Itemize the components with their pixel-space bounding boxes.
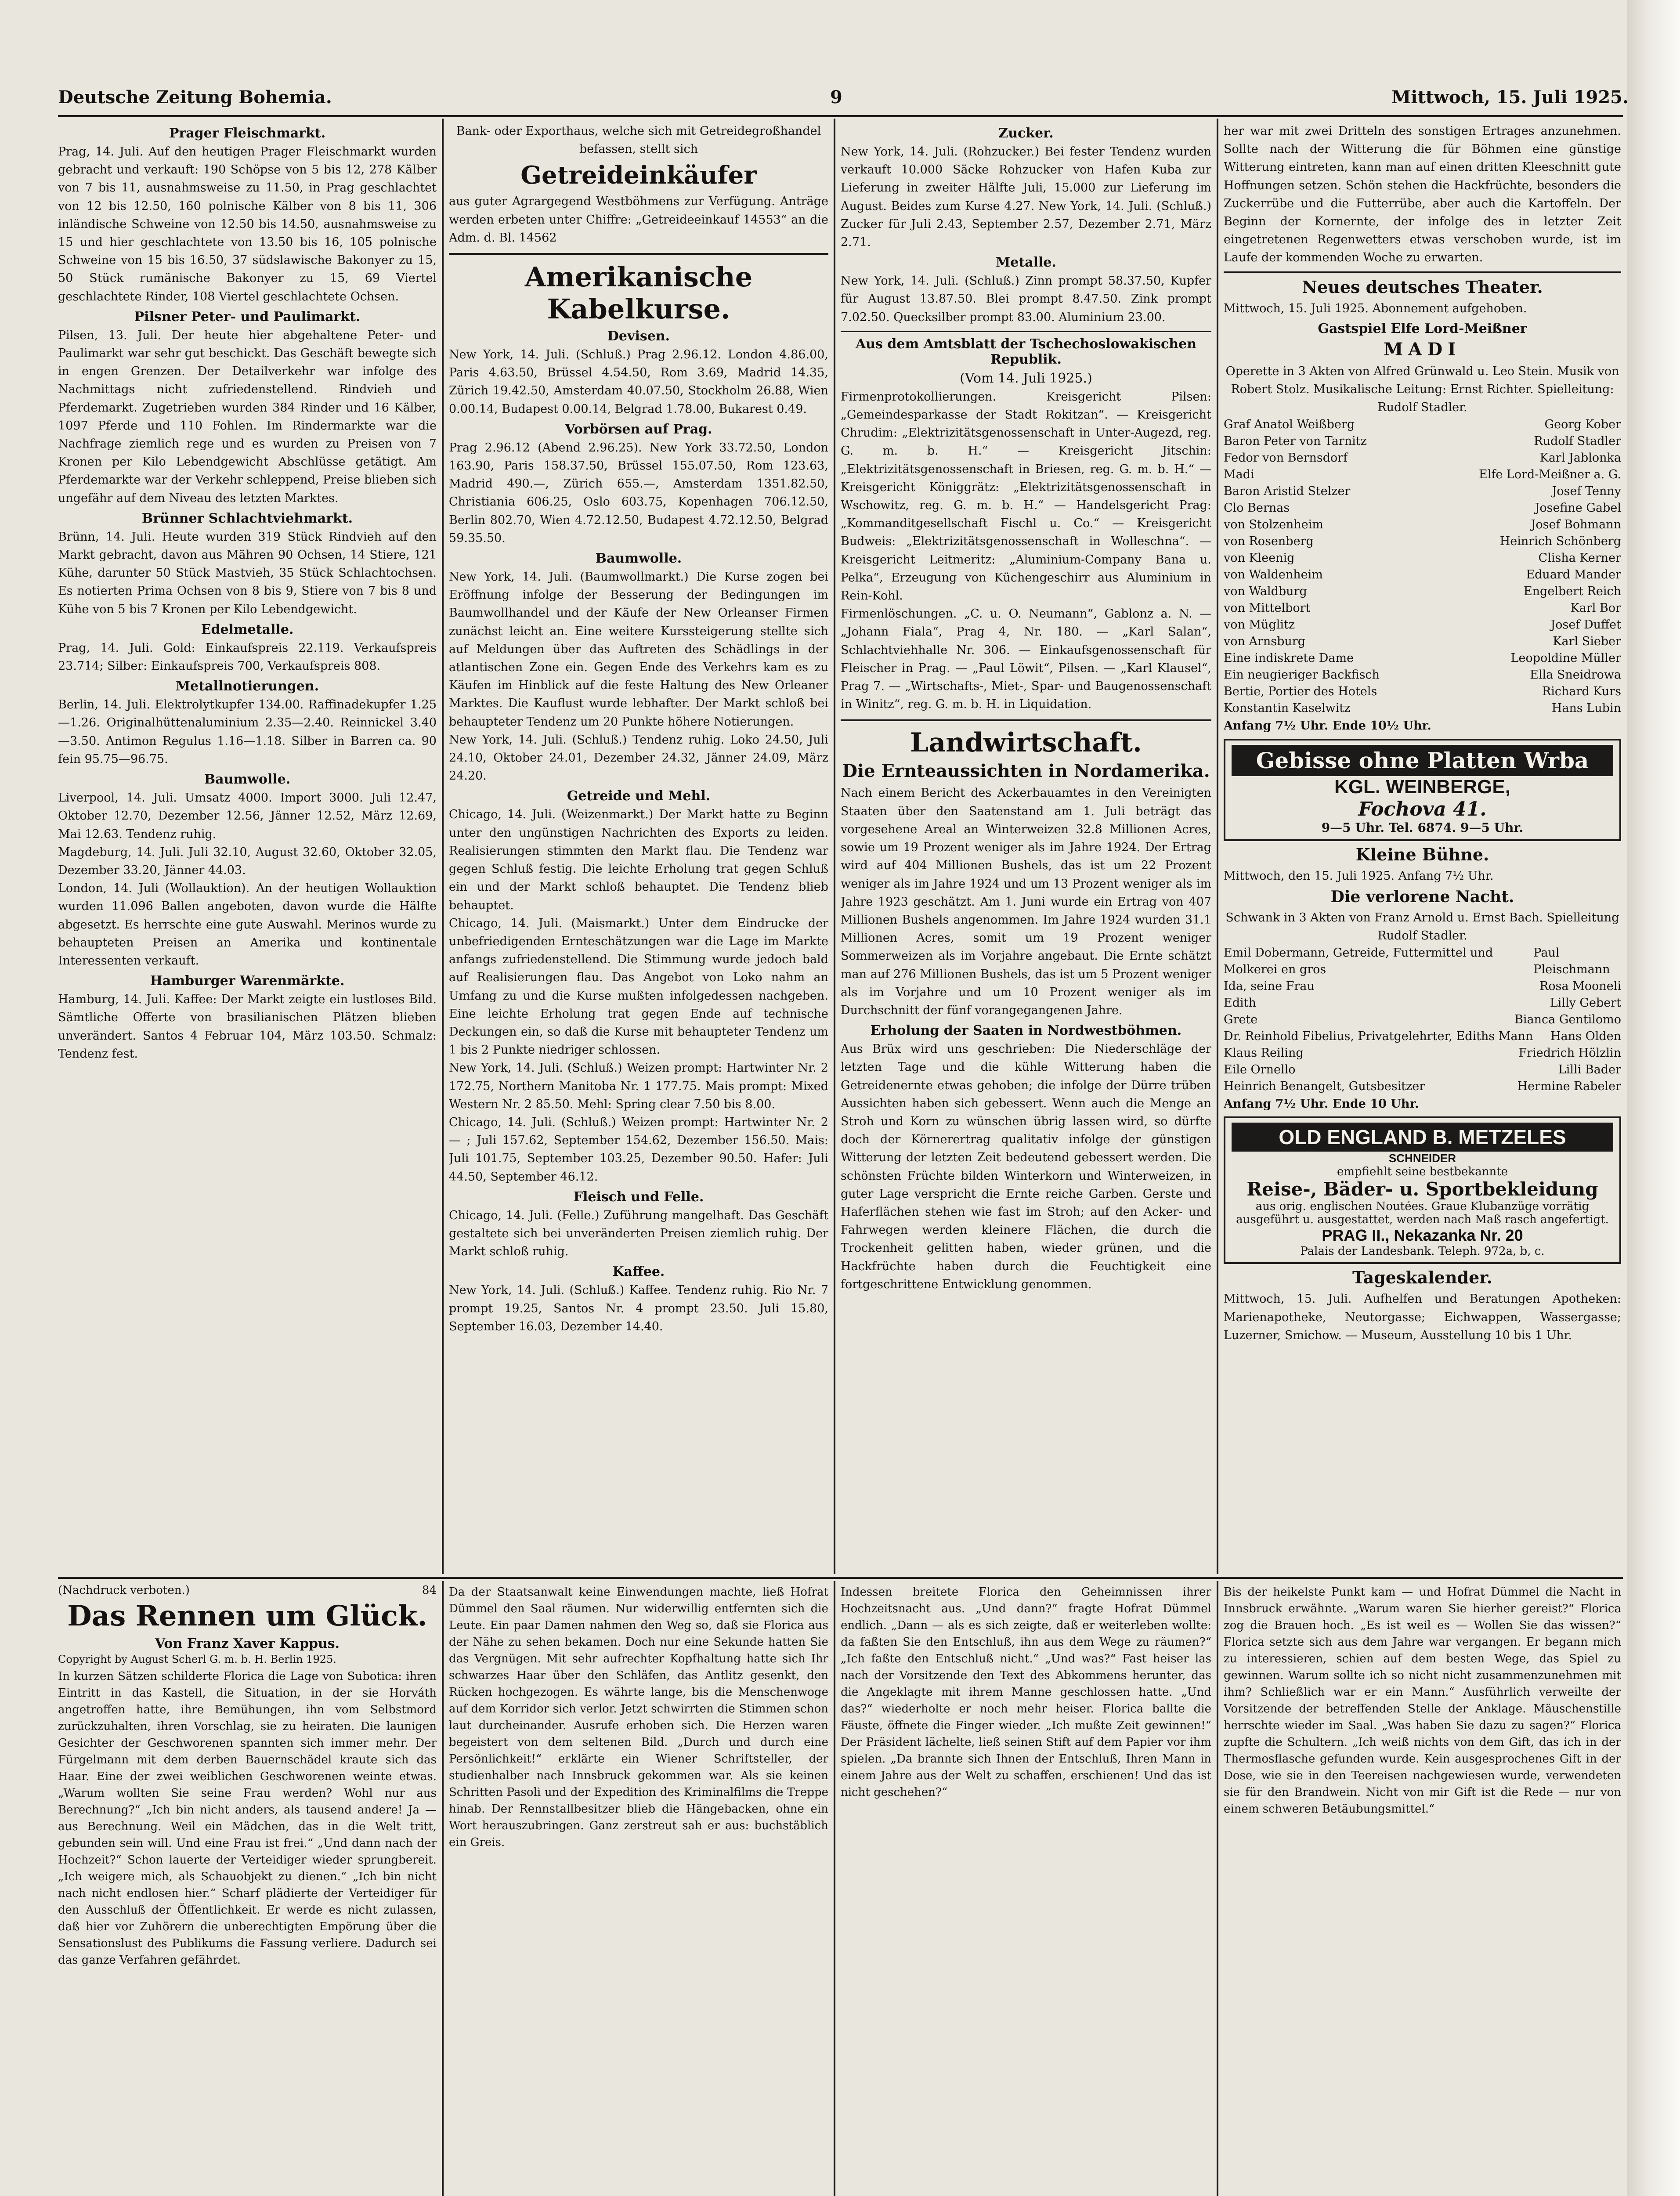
theater-description: Operette in 3 Akten von Alfred Grünwald u. Leo Stein. Musik von Robert Stolz. Musikalische Leitung: Ernst Richter. Spielleitung: Rudolf Stadler. xyxy=(1225,364,1619,415)
cast-actor: Josef Bohmann xyxy=(1531,518,1621,532)
cast-row xyxy=(1224,550,1621,567)
page-number: 9 xyxy=(830,87,842,108)
column-rule-2 xyxy=(834,119,835,1574)
cast-row xyxy=(1224,466,1621,483)
devisen-title: Devisen. xyxy=(607,329,670,344)
wrba-headline: Gebisse ohne Platten Wrba xyxy=(1232,745,1613,776)
prague-preliminary-text: Prag 2.96.12 (Abend 2.96.25). New York 33.72.50, London 163.90, Paris 158.37.50, Brüssel 155.07.50, Rom 123.63, Madrid 490.—, Zürich 655.—, Amsterdam 1351.82.50, Christiania 606.25, Oslo 603.75, Kopenhagen 706.12.50, Berlin 802.70, Wien 4.72.12.50, Budapest 4.72.12.50, Belgrad 59.35.50. xyxy=(449,441,828,545)
cast-row xyxy=(1224,583,1621,600)
cast-role: Dr. Reinhold Fibelius, Privatgelehrter, Ediths Mann xyxy=(1224,1029,1533,1044)
section-rule xyxy=(841,719,1211,721)
us-metals-text: New York, 14. Juli. (Schluß.) Zinn prompt 58.37.50, Kupfer für August 13.87.50. Blei prompt 8.47.50. Zink prompt 7.02.50. Quecksilber prompt 83.00. Aluminium 23.00. xyxy=(841,274,1211,324)
cast-actor: Josefine Gabel xyxy=(1535,501,1621,515)
cast-role: Ida, seine Frau xyxy=(1224,979,1315,993)
serial-author: Von Franz Xaver Kappus. xyxy=(155,1636,340,1651)
grain-flour-title: Getreide und Mehl. xyxy=(567,788,711,804)
column-rule-1 xyxy=(442,119,444,1574)
cast-actor: Hans Olden xyxy=(1550,1029,1621,1044)
firm-deletions-text: Firmenlöschungen. „C. u. O. Neumann“, Gablonz a. N. — „Johann Fiala“, Prag 4, Nr. 180. — „Karl Salan“, Schlachtviehhalle Nr. 306. — Einkaufsgenossenschaft für Fleischer in Prag. — „Paul Löwit“, Pilsen. — „Karl Klausel“, Prag 7. — „Wirtschafts-, Miet-, Spar- und Baugenossenschaft in Winitz“, reg. G. m. b. H. in Liquidation. xyxy=(841,607,1211,712)
us-cotton-text: New York, 14. Juli. (Baumwollmarkt.) Die Kurse zogen bei Eröffnung infolge der Besserung der Bedingungen im Baumwollhandel und der Käufe der New Orleanser Firmen zunächst leicht an. Eine weitere Kurssteigerung stellte sich auf Meldungen über das Auftreten des Schädlings in der atlantischen Zone ein. Gegen Ende des Verkehrs kam es zu Käufen im Hinblick auf die feste Haltung des New Orleaner Marktes. Die Kauflust wurde lebhafter. Der Markt schloß bei behaupteter Tendenz um 20 Punkte höhere Notierungen. xyxy=(449,570,828,729)
cast-row xyxy=(1224,633,1621,650)
cast-row xyxy=(1224,483,1621,500)
cast-actor: Karl Bor xyxy=(1570,601,1621,615)
cast-role: von Kleenig xyxy=(1224,551,1295,565)
cast-actor: Georg Kober xyxy=(1544,418,1621,432)
pilsen-market-title: Pilsner Peter- und Paulimarkt. xyxy=(134,309,361,325)
chicago-corn-text: Chicago, 14. Juli. (Maismarkt.) Unter dem Eindrucke der unbefriedigenden Ernteschätzungen war die Lage im Markte anfangs zufriedenstellend. Die Stimmung wurde jedoch bald auf Realisierungen flau. Das Angebot von Loko nahm an Umfang zu und die Kurse mußten infolgedessen nachgeben. Eine leichte Erholung trat gegen Ende auf technische Deckungen ein, so daß die Kurse mit behaupteter Tendenz um 1 bis 2 Punkte niedriger schlossen. xyxy=(449,916,828,1057)
cast-role: von Müglitz xyxy=(1224,618,1295,632)
feuilleton-rule xyxy=(58,1577,1623,1579)
small-stage-play: Die verlorene Nacht. xyxy=(1330,887,1514,906)
cast-actor: Josef Tenny xyxy=(1552,484,1621,498)
cast-row xyxy=(1224,416,1621,433)
old-england-address-2: Palais der Landesbank. Teleph. 972a, b, c. xyxy=(1300,1245,1545,1258)
magdeburg-text: Magdeburg, 14. Juli. Juli 32.10, August 32.60, Oktober 32.05, Dezember 33.20, Jänner 44.03. xyxy=(58,845,437,877)
section-rule xyxy=(1224,271,1621,273)
cast-actor: Hans Lubin xyxy=(1551,701,1621,715)
serial-column-4 xyxy=(1224,1584,1621,2196)
theater-date: Mittwoch, 15. Juli 1925. Abonnement aufgehoben. xyxy=(1224,301,1527,315)
cast-role: Edith xyxy=(1224,996,1256,1010)
cast-role: von Waldburg xyxy=(1224,585,1307,599)
serial-column-1 xyxy=(58,1584,437,2196)
devisen-text: New York, 14. Juli. (Schluß.) Prag 2.96.12. London 4.86.00, Paris 4.63.50, Brüssel 4.54.50, Rom 3.69, Madrid 14.35, Zürich 19.42.50, Amsterdam 40.07.50, Stockholm 26.88, Wien 0.00.14, Budapest 0.00.14, Belgrad 1.78.00, Bukarest 0.49. xyxy=(449,348,828,416)
serial-number: 84 xyxy=(422,1584,437,1597)
cast-role: Fedor von Bernsdorf xyxy=(1224,451,1348,465)
newyork-grain-text: New York, 14. Juli. (Schluß.) Weizen prompt: Hartwinter Nr. 2 172.75, Northern Manitoba Nr. 1 177.75. Mais prompt: Mixed Western Nr. 2 85.50. Mehl: Spring clear 7.50 bis 8.00. xyxy=(449,1061,828,1111)
cast-role: Grete xyxy=(1224,1013,1258,1027)
small-stage-cast-list xyxy=(1224,945,1621,1095)
serial-column-3 xyxy=(841,1584,1211,2196)
us-cotton-title: Baumwolle. xyxy=(595,551,682,567)
grain-ad-body: aus guter Agrargegend Westböhmens zur Verfügung. Anträge werden erbeten unter Chiffre: „Getreideeinkauf 14553“ an die Adm. d. Bl. 14562 xyxy=(449,195,828,245)
cast-row xyxy=(1224,667,1621,683)
wrba-address-2: Fochova 41. xyxy=(1358,798,1487,820)
cast-role: Klaus Reiling xyxy=(1224,1046,1304,1060)
prague-market-text: Prag, 14. Juli. Auf den heutigen Prager Fleischmarkt wurden gebracht und verkauft: 190 Schöpse von 5 bis 12, 278 Kälber von 7 bis 11, ausnahmsweise zu 11.50, in Prag geschlachtet von 12 bis 12.50, 160 polnische Kälber von 8 bis 11, 306 inländische Schweine von 12.50 bis 14.50, ausnahmsweise zu 15 und hier geschlachtete von 13.50 bis 16, 105 polnische Schweine von 15 bis 16.50, 37 südslawische Bakonyer zu 15, 50 Stück rumänische Bakonyer zu 15, 69 Viertel geschlachtete Rinder, 108 Viertel geschlachtete Ochsen. xyxy=(58,145,437,303)
official-gazette-date: (Vom 14. Juli 1925.) xyxy=(960,370,1092,386)
small-stage-description: Schwank in 3 Akten von Franz Arnold u. Ernst Bach. Spielleitung Rudolf Stadler. xyxy=(1225,910,1619,943)
cast-actor: Eduard Mander xyxy=(1526,568,1621,582)
cast-actor: Engelbert Reich xyxy=(1523,585,1621,599)
cast-row xyxy=(1224,945,1621,978)
cast-actor: Elfe Lord-Meißner a. G. xyxy=(1479,468,1621,482)
cast-row xyxy=(1224,1062,1621,1078)
cast-row xyxy=(1224,533,1621,550)
cast-actor: Paul Pleischmann xyxy=(1533,946,1610,977)
section-rule xyxy=(449,253,828,255)
cast-role: Madi xyxy=(1224,468,1254,482)
cast-role: Heinrich Benangelt, Gutsbesitzer xyxy=(1224,1080,1425,1094)
old-england-address: PRAG II., Nekazanka Nr. 20 xyxy=(1322,1226,1523,1245)
cast-row xyxy=(1224,567,1621,583)
cast-row xyxy=(1224,1045,1621,1062)
commerce-column xyxy=(841,122,1211,1567)
cast-actor: Clisha Kerner xyxy=(1538,551,1621,565)
old-england-sub: SCHNEIDER xyxy=(1388,1152,1456,1165)
american-cables-title: Amerikanische Kabelkurse. xyxy=(524,261,753,325)
prague-market-title: Prager Fleischmarkt. xyxy=(169,126,326,141)
london-wool-text: London, 14. Juli (Wollauktion). An der heutigen Wollauktion wurden 11.096 Ballen angeboten, davon wurde die Hälfte abgesetzt. Es herrschte eine gute Auswahl. Merinos wurde zu behaupteten Preisen an Amerika und kontinentale Interessenten verkauft. xyxy=(58,881,437,968)
reprint-notice: (Nachdruck verboten.) xyxy=(58,1584,190,1597)
cast-row xyxy=(1224,683,1621,700)
prague-preliminary-title: Vorbörsen auf Prag. xyxy=(565,421,712,437)
cast-actor: Hermine Rabeler xyxy=(1517,1080,1621,1094)
wrba-dentist-ad xyxy=(1224,739,1621,841)
agriculture-subtitle-2: Erholung der Saaten in Nordwestböhmen. xyxy=(870,1023,1182,1039)
cast-role: Bertie, Portier des Hotels xyxy=(1224,685,1377,699)
cast-actor: Karl Sieber xyxy=(1553,635,1621,649)
page-binding-edge xyxy=(1627,0,1680,2196)
cast-actor: Rosa Mooneli xyxy=(1539,979,1621,993)
agriculture-text: Nach einem Bericht des Ackerbauamtes in den Vereinigten Staaten über den Saatenstand am 1. Juli beträgt das vorgesehene Areal an Winterweizen 32.8 Millionen Acres, sowie um 19 Prozent weniger als im Jahre 1924. Der Ertrag wird auf 404 Millionen Bushels, das ist um 22 Prozent weniger als im Jahre 1924 und um 13 Prozent weniger als im Jahre 1923 geschätzt. Am 1. Juni wurde ein Ertrag von 407 Millionen Bushels angenommen. Im Jahre 1924 wurden 31.1 Millionen Acres, somit um 19 Prozent weniger Sommerweizen als im Vorjahre angebaut. Die Ernte schätzt man auf 276 Millionen Bushels, das ist um 5 Prozent weniger als im Vorjahre und um 10 Prozent weniger als im Durchschnitt der fünf vorangegangenen Jahre. xyxy=(841,786,1211,1017)
official-gazette-title: Aus dem Amtsblatt der Tschechoslowakischen Republik. xyxy=(855,336,1197,367)
meat-hides-text: Chicago, 14. Juli. (Felle.) Zuführung mangelhaft. Das Geschäft gestaltete sich bei unveränderten Preisen ziemlich ruhig. Der Markt schloß ruhig. xyxy=(449,1208,828,1259)
small-stage-times: Anfang 7½ Uhr. Ende 10 Uhr. xyxy=(1224,1097,1419,1111)
cast-role: von Arnsburg xyxy=(1224,635,1305,649)
chicago-close-text: Chicago, 14. Juli. (Schluß.) Weizen prompt: Hartwinter Nr. 2 — ; Juli 157.62, September 154.62, Dezember 156.50. Mais: Juli 101.75, September 103.25, Dezember 90.50. Hafer: Juli 44.50, September 46.12. xyxy=(449,1115,828,1184)
hamburg-text: Hamburg, 14. Juli. Kaffee: Der Markt zeigte ein lustloses Bild. Sämtliche Offerte von brasilianischen Plätzen blieben unverändert. Santos 4 Februar 104, März 103.50. Schmalz: Tendenz fest. xyxy=(58,993,437,1061)
cast-row xyxy=(1224,433,1621,450)
meat-hides-title: Fleisch und Felle. xyxy=(573,1189,704,1205)
cast-role: von Rosenberg xyxy=(1224,535,1314,549)
old-england-line: empfiehlt seine bestbekannte xyxy=(1337,1165,1508,1179)
pilsen-market-text: Pilsen, 13. Juli. Der heute hier abgehaltene Peter- und Paulimarkt war sehr gut beschickt. Das Geschäft bewegte sich in engen Grenzen. Der Detailverkehr war infolge des Nachmittags nicht zufriedenstellend. Rindvieh und Pferdemarkt. Zugetrieben wurden 384 Rinder und 16 Kälber, 1097 Pferde und 110 Fohlen. Im Rindermarkte war die Nachfrage ziemlich rege und es wurden zu Preisen von 7 Kronen per Kilo Lebendgewicht Abschlüsse getätigt. Am Pferdemarkte war der Verkehr schleppend, Preise blieben sich ungefähr auf dem Niveau des letzten Marktes. xyxy=(58,328,437,505)
serial-text-2: Da der Staatsanwalt keine Einwendungen machte, ließ Hofrat Dümmel den Saal räumen. Nur widerwillig entfernten sich die Leute. Ein paar Damen nahmen den Weg so, daß sie Florica aus der Nähe zu sehen bekamen. Doch nur eine Sekunde hatten Sie das Vergnügen. Mit sehr aufrechter Kopfhaltung hatte sich Ihr schwarzes Haar über den Schläfen, das Antlitz gesenkt, den Rücken hochgezogen. Es währte lange, bis die Menschenwoge auf dem Korridor sich verlor. Jetzt schwirrten die Stimmen schon laut durcheinander. Ausrufe erhoben sich. Die Herzen waren begeistert von dem seltenen Bild. „Durch und durch eine Persönlichkeit!“ erklärte ein Wiener Schriftsteller, der studienhalber nach Innsbruck gekommen war. Als sie keinen Schritten Pasoli und der Expedition des Kriminalfilms die Treppe hinab. Der Rennstallbesitzer blieb die Hängebacken, ohne ein Wort herauszubringen. Ganz zerstreut sah er aus: buchstäblich ein Greis. xyxy=(449,1586,828,1849)
column-rule-5 xyxy=(834,1581,835,2196)
cast-row xyxy=(1224,617,1621,633)
serial-title: Das Rennen um Glück. xyxy=(67,1600,427,1633)
serial-column-2 xyxy=(449,1584,828,2196)
precious-metals-text: Prag, 14. Juli. Gold: Einkaufspreis 22.119. Verkaufspreis 23.714; Silber: Einkaufspreis 700, Verkaufspreis 808. xyxy=(58,641,437,673)
cast-role: Graf Anatol Weißberg xyxy=(1224,418,1355,432)
cast-row xyxy=(1224,516,1621,533)
cast-role: Eine indiskrete Dame xyxy=(1224,651,1354,665)
cast-actor: Rudolf Stadler xyxy=(1534,434,1621,448)
agriculture-text-2: Aus Brüx wird uns geschrieben: Die Niederschläge der letzten Tage und die kühle Witterung haben die Getreidenernte etwas gehoben; die infolge der Dürre trüben Aussichten haben sich gebessert. Wenn auch die Menge an Stroh und Korn zu wünschen übrig lassen wird, so dürfte doch der Körnerertrag qualitativ infolge der günstigen Witterung der letzten Zeit bedeutend gebessert werden. Die schönsten Früchte bilden Winterkorn und Winterweizen, in guter Lage verspricht die Ernte reiche Garben. Gerste und Haferflächen stehen wie fast im Stroh; auf den Acker- und Fahrwegen werden kleinere Flächen, die durch die Trockenheit gelitten haben, wieder grünen, und die Hackfrüchte haben durch die Feuchtigkeit eine fortgeschrittene Entwicklung genommen. xyxy=(841,1042,1211,1291)
column-rule-6 xyxy=(1217,1581,1218,2196)
cast-role: Baron Peter von Tarnitz xyxy=(1224,434,1367,448)
cast-actor: Karl Jablonka xyxy=(1539,451,1621,465)
cast-row xyxy=(1224,600,1621,617)
serial-text-4: Bis der heikelste Punkt kam — und Hofrat Dümmel die Nacht in Innsbruck erwähnte. „Warum waren Sie hierher gereist?“ Florica zog die Brauen hoch. „Es ist weil es — Wollen Sie das wissen?“ Florica setzte sich aus dem Jahre war vergangen. Er begann mich zu interessieren, schien auf dem besten Wege, das Spiel zu gewinnen. Warum sollte ich so nicht nicht zusammenzunehmen mit ihm? Schließlich war er ein Mann.“ Ausführlich verweilte der Vorsitzende der betreffenden Stelle der Anklage. Mäuschenstille herrschte wieder im Saal. „Was haben Sie dazu zu sagen?“ Florica zupfte die Schultern. „Ich weiß nichts von dem Gift, das ich in der Thermosflasche gefunden wurde. Kein ausgesprochenes Gift in der Dose, wie sie in den Teereisen nachgewiesen wurde, verwendeten sie für den Brandwein. Nicht von mir Gift ist die Rede — nur von einem schweren Betäubungsmittel.“ xyxy=(1224,1586,1621,1816)
theater-guest: Gastspiel Elfe Lord-Meißner xyxy=(1318,321,1527,336)
coffee-title: Kaffee. xyxy=(612,1264,665,1280)
cast-role: von Stolzenheim xyxy=(1224,518,1323,532)
agriculture-title: Landwirtschaft. xyxy=(910,727,1142,758)
cast-role: Konstantin Kaselwitz xyxy=(1224,701,1351,715)
markets-column xyxy=(58,122,437,1567)
wrba-address-1: KGL. WEINBERGE, xyxy=(1334,776,1510,798)
sugar-text: New York, 14. Juli. (Rohzucker.) Bei fester Tendenz wurden verkauft 10.000 Säcke Rohzucker von Hafen Kuba zur Lieferung in zweiter Hälfte Juli, 15.000 zur Lieferung im August. Beides zum Kurse 4.27. New York, 14. Juli. (Schluß.) Zucker für Juli 2.43, September 2.57, Dezember 2.71, März 2.71. xyxy=(841,145,1211,249)
theater-cast-list xyxy=(1224,416,1621,717)
cast-row xyxy=(1224,500,1621,516)
cast-role: von Waldenheim xyxy=(1224,568,1323,582)
column-rule-4 xyxy=(442,1581,444,2196)
brno-market-text: Brünn, 14. Juli. Heute wurden 319 Stück Rindvieh auf den Markt gebracht, davon aus Mähren 90 Ochsen, 14 Stiere, 121 Kühe, darunter 50 Stück Mastvieh, 35 Stück Schlachtochsen. Es notierten Prima Ochsen von 8 bis 9, Stiere von 7 bis 8 und Kühe von 5 bis 7 Kronen per Kilo Lebendgewicht. xyxy=(58,530,437,616)
cast-role: von Mittelbort xyxy=(1224,601,1311,615)
serial-text-3: Indessen breitete Florica den Geheimnissen ihrer Hochzeitsnacht aus. „Und dann?“ fragte Hofrat Dümmel endlich. „Dann — als es sich zeigte, daß er weiterleben wollte: da faßten Sie den Entschluß, ihn aus dem Wege zu räumen?“ „Ich faßte den Entschluß nicht.“ „Und was?“ Fast heiser las nach der Vorsitzende den Text des Abkommens herunter, das die Angeklagte mit ihrem Manne geschlossen hatte. „Und das?“ wiederholte er noch mehr heiser. Florica ballte die Fäuste, öffnete die Finger wieder. „Ich mußte Zeit gewinnen!“ Der Präsident lächelte, ließ seinen Stift auf dem Papier vor ihm spielen. „Da brannte sich Ihnen der Entschluß, Ihren Mann in einem Jahre aus der Welt zu schaffen, erschienen! Und das ist nicht geschehen?“ xyxy=(841,1586,1211,1799)
metal-quotes-title: Metallnotierungen. xyxy=(175,679,319,694)
official-gazette-text: Firmenprotokollierungen. Kreisgericht Pilsen: „Gemeindesparkasse der Stadt Rokitzan“. — Kreisgericht Chrudim: „Elektrizitätsgenossenschaft in Unter-Augezd, reg. G. m. b. H.“ — Kreisgericht Jitschin: „Elektrizitätsgenossenschaft in Briesen, reg. G. m. b. H.“ — Kreisgericht Königgrätz: „Elektrizitätsgenossenschaft in Wschowitz, reg. G. m. b. H.“ — Handelsgericht Prag: „Kommanditgesellschaft Fischl u. Co.“ — Kreisgericht Budweis: „Elektrizitätsgenossenschaft in Wolleschna“. — Kreisgericht Leitmeritz: „Aluminium-Company Bana u. Pelka“, Erzeugung von Küchengeschirr aus Aluminium in Rein-Kohl. xyxy=(841,390,1211,603)
theater-title: Neues deutsches Theater. xyxy=(1302,277,1543,297)
theater-play-title: MADI xyxy=(1384,339,1461,360)
cast-row xyxy=(1224,1028,1621,1045)
cast-row xyxy=(1224,1011,1621,1028)
cotton-text: Liverpool, 14. Juli. Umsatz 4000. Import 3000. Juli 12.47, Oktober 12.70, Dezember 12.56, Jänner 12.52, März 12.69, Mai 12.63. Tendenz ruhig. xyxy=(58,791,437,841)
cast-role: Emil Dobermann, Getreide, Futtermittel und Molkerei en gros xyxy=(1224,946,1493,977)
cast-actor: Leopoldine Müller xyxy=(1510,651,1621,665)
coffee-text: New York, 14. Juli. (Schluß.) Kaffee. Tendenz ruhig. Rio Nr. 7 prompt 19.25, Santos Nr. 4 prompt 23.50. Juli 15.80, September 16.03, Dezember 14.40. xyxy=(449,1283,828,1333)
cast-row xyxy=(1224,450,1621,466)
grain-ad-intro: Bank- oder Exporthaus, welche sich mit Getreidegroßhandel befassen, stellt sich xyxy=(456,124,821,156)
serial-copyright: Copyright by August Scherl G. m. b. H. Berlin 1925. xyxy=(58,1653,336,1665)
grain-ad-headline: Getreideinkäufer xyxy=(520,161,757,190)
cast-row xyxy=(1224,700,1621,717)
cast-actor: Josef Duffet xyxy=(1550,618,1621,632)
wrba-hours: 9—5 Uhr. Tel. 6874. 9—5 Uhr. xyxy=(1321,820,1524,835)
old-england-ad xyxy=(1224,1116,1621,1264)
cast-actor: Friedrich Hölzlin xyxy=(1518,1046,1621,1060)
cast-actor: Heinrich Schönberg xyxy=(1499,535,1621,549)
column-rule-3 xyxy=(1217,119,1218,1574)
hamburg-title: Hamburger Warenmärkte. xyxy=(150,973,345,989)
theater-times: Anfang 7½ Uhr. Ende 10½ Uhr. xyxy=(1224,719,1431,733)
paper-title: Deutsche Zeitung Bohemia. xyxy=(58,87,332,108)
issue-date: Mittwoch, 15. Juli 1925. xyxy=(1391,87,1629,108)
old-england-headline: OLD ENGLAND B. METZELES xyxy=(1232,1123,1613,1152)
finance-column xyxy=(449,122,828,1567)
metal-quotes-text: Berlin, 14. Juli. Elektrolytkupfer 134.00. Raffinadekupfer 1.25—1.26. Originalhüttenaluminium 2.35—2.40. Reinnickel 3.40—3.50. Antimon Regulus 1.16—1.18. Silber in Barren ca. 90 fein 95.75—96.75. xyxy=(58,698,437,766)
cotton-title: Baumwolle. xyxy=(204,772,291,787)
cast-row xyxy=(1224,995,1621,1011)
cast-row xyxy=(1224,978,1621,995)
cast-row xyxy=(1224,650,1621,667)
serial-text-1: In kurzen Sätzen schilderte Florica die Lage von Subotica: ihren Eintritt in das Kastell, die Situation, in der sie Horváth angetroffen hatte, ihre Bemühungen, ihn vom Selbstmord zurückzuhalten, ihren Vorschlag, sie zu heiraten. Die launigen Gesichter der Geschworenen spannten sich immer mehr. Der Fürgelmann mit dem derben Bauernschädel kraute sich das Haar. Eine der zwei weiblichen Geschworenen weinte etwas. „Warum wollten Sie seine Frau werden? Wohl nur aus Berechnung?“ „Ich bin nicht anders, als tausend andere! Ja — aus Berechnung. Weil ein Mädchen, das in die Welt tritt, gebunden sein will. Und eine Frau ist frei.“ „Und dann nach der Hochzeit?“ Schon lauerte der Verteidiger wieder sprungbereit. „Ich weigere mich, als Schauobjekt zu dienen.“ „Ich bin nicht nach nicht endlosen hier.“ Scharf plädierte der Verteidiger für den Ausschluß der Öffentlichkeit. Er werde es nicht zulassen, daß hier vor Zuhörern die unberechtigten Empörung über die Sensationslust des Publikums die Fassung verliere. Dadurch sei das ganze Verfahren gefährdet. xyxy=(58,1670,437,1967)
brno-market-title: Brünner Schlachtviehmarkt. xyxy=(141,510,353,526)
cast-role: Eile Ornello xyxy=(1224,1063,1296,1077)
us-cotton-text-2: New York, 14. Juli. (Schluß.) Tendenz ruhig. Loko 24.50, Juli 24.10, Oktober 24.01, Dezember 24.32, Jänner 24.09, März 24.20. xyxy=(449,733,828,783)
cast-role: Baron Aristid Stelzer xyxy=(1224,484,1351,498)
cast-row xyxy=(1224,1078,1621,1095)
chicago-wheat-text: Chicago, 14. Juli. (Weizenmarkt.) Der Markt hatte zu Beginn unter den ungünstigen Nachrichten des Exports zu leiden. Realisierungen stimmten den Markt flau. Die Tendenz war gegen Schluß festig. Die leichte Erholung trat gegen Schluß ein und der Markt schloß behauptet. Die Tendenz blieb behauptet. xyxy=(449,808,828,912)
small-stage-title: Kleine Bühne. xyxy=(1355,844,1489,864)
daily-calendar-text: Mittwoch, 15. Juli. Aufhelfen und Beratungen Apotheken: Marienapotheke, Neutorgasse; Eichwappen, Wassergasse; Luzerner, Smichow. — Museum, Ausstellung 10 bis 1 Uhr. xyxy=(1224,1292,1621,1342)
cast-actor: Lilli Bader xyxy=(1558,1063,1621,1077)
small-stage-date: Mittwoch, den 15. Juli 1925. Anfang 7½ Uhr. xyxy=(1224,869,1494,883)
us-metals-title: Metalle. xyxy=(996,255,1056,271)
theater-column xyxy=(1224,122,1621,1567)
cast-actor: Bianca Gentilomo xyxy=(1514,1013,1621,1027)
sugar-title: Zucker. xyxy=(998,126,1054,141)
harvest-continued-text: her war mit zwei Dritteln des sonstigen Ertrages anzunehmen. Sollte nach der Witterung die für Böhmen eine günstige Witterung eintreten, kann man auf einen dritten Kleeschnitt gute Hoffnungen setzen. Schön stehen die Hackfrüchte, besonders die Zuckerrübe und die Futterrübe, aber auch die Kartoffeln. Der Beginn der Kornernte, der infolge des in letzter Zeit eingetretenen Regenwetters etwas verschoben wurde, ist im Laufe der kommenden Woche zu erwarten. xyxy=(1224,124,1621,265)
section-rule xyxy=(841,331,1211,332)
old-england-description: aus orig. englischen Noutées. Graue Klubanzüge vorrätig ausgeführt u. ausgestattet, werden nach Maß rasch angefertigt. xyxy=(1236,1200,1609,1227)
cast-actor: Lilly Gebert xyxy=(1550,996,1621,1010)
daily-calendar-title: Tageskalender. xyxy=(1352,1268,1493,1288)
cast-actor: Richard Kurs xyxy=(1542,685,1621,699)
agriculture-subtitle: Die Ernteaussichten in Nordamerika. xyxy=(842,761,1210,782)
old-england-products: Reise-, Bäder- u. Sportbekleidung xyxy=(1246,1178,1598,1200)
precious-metals-title: Edelmetalle. xyxy=(201,621,294,637)
cast-role: Ein neugieriger Backfisch xyxy=(1224,668,1380,682)
cast-role: Clo Bernas xyxy=(1224,501,1290,515)
header-rule xyxy=(58,115,1623,117)
cast-actor: Ella Sneidrowa xyxy=(1530,668,1621,682)
